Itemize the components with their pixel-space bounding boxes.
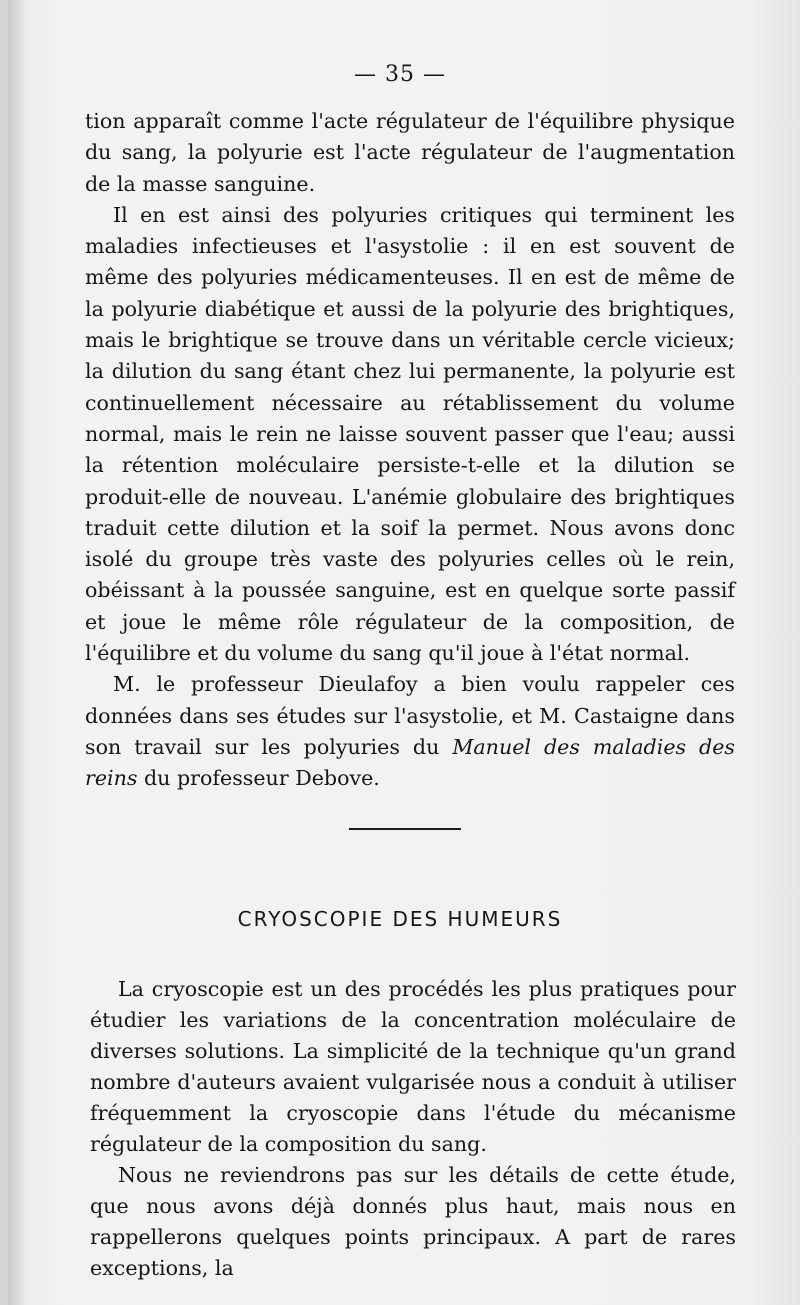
section-divider — [349, 828, 461, 830]
paragraph: Nous ne reviendrons pas sur les détails de cette étude, que nous avons déjà donnés plus haut, mais nous en rappellerons quelques points principaux. A part de rares exceptions, la — [90, 1163, 736, 1280]
book-title-italic: Manuel des maladies des reins — [85, 734, 735, 791]
section-title: CRYOSCOPIE DES HUMEURS — [237, 907, 563, 931]
body-text-bottom — [90, 974, 736, 1284]
page-number: — 35 — — [354, 62, 446, 87]
paragraph-text: M. le professeur Dieulafoy a bien voulu rappeler ces données dans ses études sur l'asystolie, et M. Castaigne dans son travail sur les polyuries du — [85, 672, 735, 759]
paragraph-text: du professeur Debove. — [137, 766, 380, 791]
paragraph: tion apparaît comme l'acte régulateur de l'équilibre physique du sang, la polyurie est l'acte régulateur de l'augmentation de la masse sanguine. — [85, 109, 735, 196]
book-page — [8, 0, 800, 1305]
paragraph: Il en est ainsi des polyuries critiques qui terminent les maladies infectieuses et l'asystolie : il en est souvent de même des polyuries médicamenteuses. Il en est de même de la polyurie diabétique et aussi de la polyurie des brightiques, mais le brightique se trouve dans un véritable cercle vicieux; la dilution du sang étant chez lui permanente, la polyurie est continuellement nécessaire au rétablissement du volume normal, mais le rein ne laisse souvent passer que l'eau; aussi la rétention moléculaire persiste-t-elle et la dilution se produit-elle de nouveau. L'anémie globulaire des brightiques traduit cette dilution et la soif la permet. Nous avons donc isolé du groupe très vaste des polyuries celles où le rein, obéissant à la poussée sanguine, est en quelque sorte passif et joue le même rôle régulateur de la composition, de l'équilibre et du volume du sang qu'il joue à l'état normal. — [85, 202, 735, 666]
body-text-top — [85, 106, 735, 795]
paragraph: La cryoscopie est un des procédés les plus pratiques pour étudier les variations de la concentration moléculaire de diverses solutions. La simplicité de la technique qu'un grand nombre d'auteurs avaient vulgarisée nous a conduit à utiliser fréquemment la cryoscopie dans l'étude du mécanisme régulateur de la composition du sang. — [90, 977, 736, 1156]
paragraph-dieulafoy — [85, 669, 735, 794]
